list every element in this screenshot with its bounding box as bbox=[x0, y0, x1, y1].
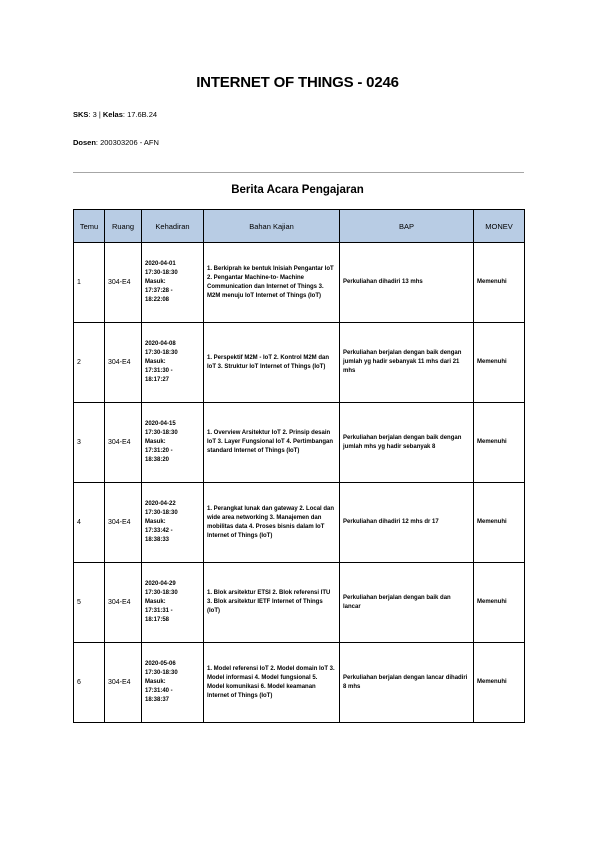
kehadiran-start: 17:31:30 - bbox=[145, 368, 173, 374]
cell-temu: 1 bbox=[74, 243, 105, 323]
cell-ruang: 304-E4 bbox=[105, 563, 142, 643]
table-row bbox=[74, 643, 525, 723]
cell-monev: Memenuhi bbox=[474, 563, 525, 643]
cell-temu: 4 bbox=[74, 483, 105, 563]
cell-monev: Memenuhi bbox=[474, 483, 525, 563]
kehadiran-schedule: 17:30-18:30 bbox=[145, 430, 178, 436]
cell-bap: Perkuliahan dihadiri 13 mhs bbox=[340, 243, 474, 323]
cell-temu: 2 bbox=[74, 323, 105, 403]
cell-bahan-kajian: 1. Berkiprah ke bentuk Inisiah Pengantar IoT 2. Pengantar Machine-to- Machine Communication dan Internet of Things 3. M2M menuju IoT Internet of Things (IoT) bbox=[204, 243, 340, 323]
cell-bap: Perkuliahan berjalan dengan baik dengan jumlah yg hadir sebanyak 11 mhs dari 21 mhs bbox=[340, 323, 474, 403]
kehadiran-date: 2020-04-15 bbox=[145, 421, 176, 427]
kehadiran-start: 17:37:28 - bbox=[145, 288, 173, 294]
header-monev: MONEV bbox=[474, 210, 525, 243]
course-meta-sks-kelas bbox=[73, 110, 157, 119]
kehadiran-schedule: 17:30-18:30 bbox=[145, 590, 178, 596]
cell-bahan-kajian: 1. Perangkat lunak dan gateway 2. Local dan wide area networking 3. Manajemen dan mobilitas data 4. Proses bisnis dalam IoT Internet of Things (IoT) bbox=[204, 483, 340, 563]
kehadiran-schedule: 17:30-18:30 bbox=[145, 510, 178, 516]
cell-kehadiran bbox=[142, 323, 204, 403]
cell-kehadiran bbox=[142, 403, 204, 483]
cell-kehadiran bbox=[142, 563, 204, 643]
cell-kehadiran bbox=[142, 643, 204, 723]
cell-kehadiran bbox=[142, 483, 204, 563]
kehadiran-masuk-label: Masuk: bbox=[145, 359, 166, 365]
kehadiran-start: 17:31:40 - bbox=[145, 688, 173, 694]
header-ruang: Ruang bbox=[105, 210, 142, 243]
kelas-value: : 17.6B.24 bbox=[122, 110, 158, 119]
dosen-value: : 200303206 - AFN bbox=[95, 138, 159, 147]
kelas-label: Kelas bbox=[102, 110, 123, 119]
cell-ruang: 304-E4 bbox=[105, 643, 142, 723]
cell-bap: Perkuliahan dihadiri 12 mhs dr 17 bbox=[340, 483, 474, 563]
cell-bahan-kajian: 1. Model referensi IoT 2. Model domain IoT 3. Model informasi 4. Model fungsional 5. Model komunikasi 6. Model keamanan Internet of Things (IoT) bbox=[204, 643, 340, 723]
kehadiran-end: 18:38:20 bbox=[145, 457, 170, 463]
cell-ruang: 304-E4 bbox=[105, 483, 142, 563]
table-row bbox=[74, 243, 525, 323]
kehadiran-schedule: 17:30-18:30 bbox=[145, 670, 178, 676]
kehadiran-masuk-label: Masuk: bbox=[145, 679, 166, 685]
cell-ruang: 304-E4 bbox=[105, 323, 142, 403]
kehadiran-masuk-label: Masuk: bbox=[145, 599, 166, 605]
kehadiran-date: 2020-04-29 bbox=[145, 581, 176, 587]
cell-monev: Memenuhi bbox=[474, 643, 525, 723]
kehadiran-date: 2020-05-06 bbox=[145, 661, 176, 667]
kehadiran-masuk-label: Masuk: bbox=[145, 439, 166, 445]
cell-temu: 6 bbox=[74, 643, 105, 723]
cell-bahan-kajian: 1. Perspektif M2M - IoT 2. Kontrol M2M dan IoT 3. Struktur IoT Internet of Things (IoT) bbox=[204, 323, 340, 403]
kehadiran-date: 2020-04-01 bbox=[145, 261, 176, 267]
kehadiran-schedule: 17:30-18:30 bbox=[145, 270, 178, 276]
sks-label: SKS bbox=[73, 110, 89, 119]
table-row bbox=[74, 403, 525, 483]
kehadiran-end: 18:38:37 bbox=[145, 697, 170, 703]
kehadiran-date: 2020-04-22 bbox=[145, 501, 176, 507]
bap-table bbox=[73, 209, 525, 723]
course-title: INTERNET OF THINGS - 0246 bbox=[196, 74, 399, 91]
kehadiran-start: 17:31:31 - bbox=[145, 608, 173, 614]
table-header-row bbox=[74, 210, 525, 243]
header-bahan-kajian: Bahan Kajian bbox=[204, 210, 340, 243]
kehadiran-end: 18:17:27 bbox=[145, 377, 170, 383]
cell-ruang: 304-E4 bbox=[105, 243, 142, 323]
cell-bahan-kajian: 1. Overview Arsitektur IoT 2. Prinsip desain IoT 3. Layer Fungsional IoT 4. Pertimbangan standard Internet of Things (IoT) bbox=[204, 403, 340, 483]
table-row bbox=[74, 483, 525, 563]
section-title: Berita Acara Pengajaran bbox=[231, 184, 364, 196]
cell-temu: 5 bbox=[74, 563, 105, 643]
cell-temu: 3 bbox=[74, 403, 105, 483]
kehadiran-schedule: 17:30-18:30 bbox=[145, 350, 178, 356]
kehadiran-start: 17:31:20 - bbox=[145, 448, 173, 454]
header-kehadiran: Kehadiran bbox=[142, 210, 204, 243]
cell-monev: Memenuhi bbox=[474, 403, 525, 483]
cell-monev: Memenuhi bbox=[474, 323, 525, 403]
cell-ruang: 304-E4 bbox=[105, 403, 142, 483]
cell-bap: Perkuliahan berjalan dengan baik dengan jumlah mhs yg hadir sebanyak 8 bbox=[340, 403, 474, 483]
header-temu: Temu bbox=[74, 210, 105, 243]
cell-bap: Perkuliahan berjalan dengan lancar dihadiri 8 mhs bbox=[340, 643, 474, 723]
kehadiran-end: 18:17:58 bbox=[145, 617, 170, 623]
kehadiran-masuk-label: Masuk: bbox=[145, 279, 166, 285]
kehadiran-end: 18:22:08 bbox=[145, 297, 170, 303]
dosen-label: Dosen bbox=[73, 138, 96, 147]
kehadiran-date: 2020-04-08 bbox=[145, 341, 176, 347]
kehadiran-start: 17:33:42 - bbox=[145, 528, 173, 534]
header-bap: BAP bbox=[340, 210, 474, 243]
cell-kehadiran bbox=[142, 243, 204, 323]
cell-bahan-kajian: 1. Blok arsitektur ETSI 2. Blok referensi ITU 3. Blok arsitektur IETF Internet of Things (IoT) bbox=[204, 563, 340, 643]
cell-monev: Memenuhi bbox=[474, 243, 525, 323]
table-row bbox=[74, 563, 525, 643]
cell-bap: Perkuliahan berjalan dengan baik dan lancar bbox=[340, 563, 474, 643]
divider bbox=[73, 172, 524, 173]
kehadiran-end: 18:38:33 bbox=[145, 537, 170, 543]
kehadiran-masuk-label: Masuk: bbox=[145, 519, 166, 525]
table-row bbox=[74, 323, 525, 403]
course-meta-dosen bbox=[73, 138, 159, 147]
sks-value: : 3 | bbox=[88, 110, 103, 119]
